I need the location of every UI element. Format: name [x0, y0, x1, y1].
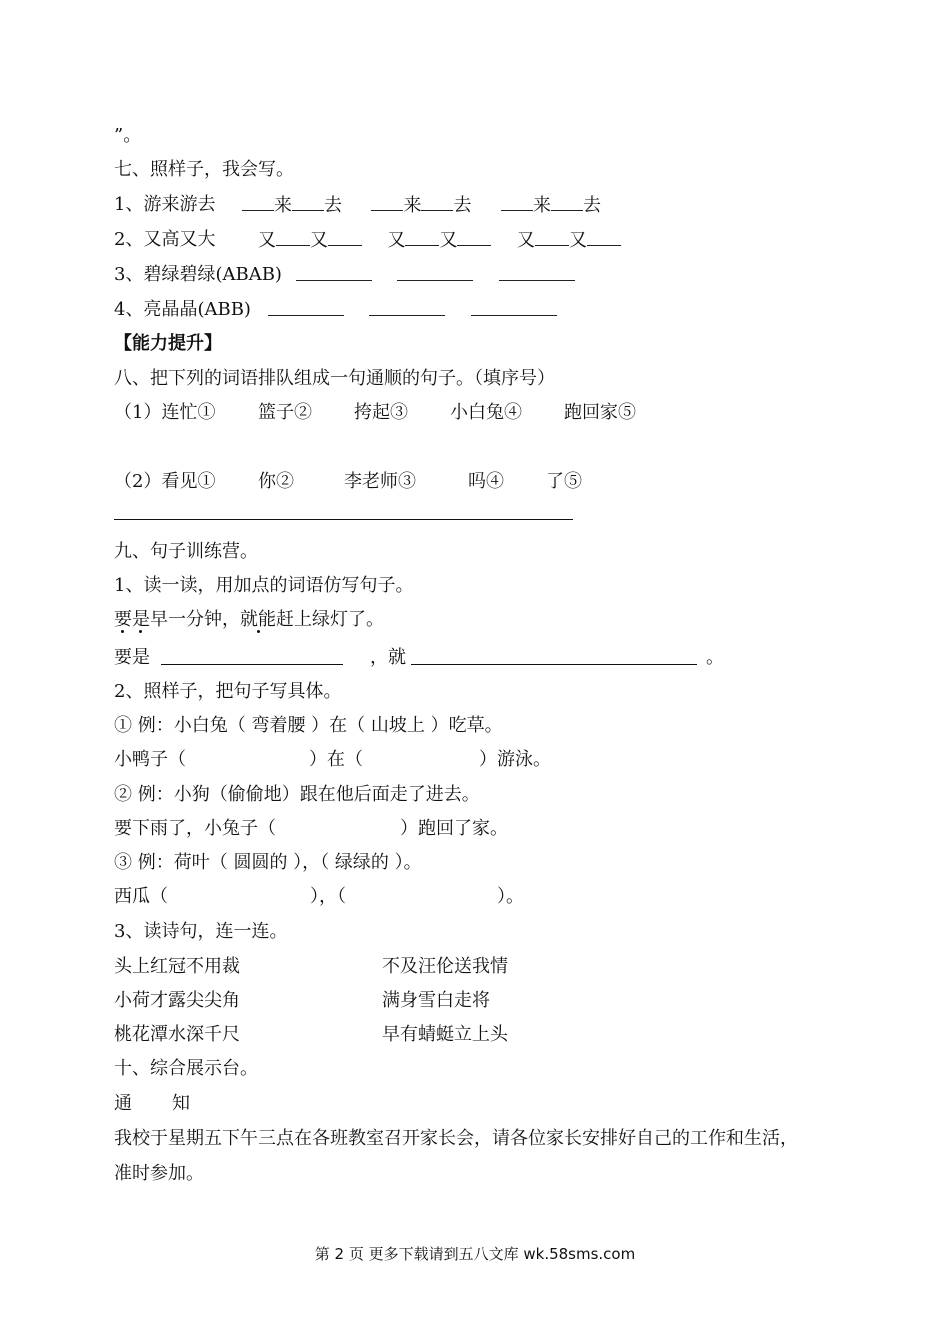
char-you: 又 [516, 230, 535, 251]
duck-b: ）在（ [309, 749, 363, 770]
s7-row-3-label: 3、碧绿碧绿(ABAB) [114, 264, 282, 285]
s9-part-1: 1、读一读，用加点的词语仿写句子。 [114, 575, 414, 596]
notice-char-1: 通 [114, 1093, 132, 1114]
page-footer: 第 2 页 更多下载请到五八文库 wk.58sms.com [314, 1245, 636, 1263]
char-lai: 来 [532, 195, 551, 216]
notice-body-1: 我校于星期五下午三点在各班教室召开家长会，请各位家长安排好自己的工作和生活， [114, 1128, 798, 1149]
blank[interactable] [457, 227, 491, 246]
melon-a: 西瓜（ [114, 886, 168, 907]
s8-q2-word-1: （2）看见① [114, 471, 216, 492]
s7-row-1-label: 1、游来游去 [114, 194, 216, 215]
s9-example-sentence: 要是早一分钟，就能赶上绿灯了。 [114, 609, 384, 630]
s8-q2-word-3: 李老师③ [344, 471, 416, 492]
s8-q2-word-2: 你② [258, 471, 294, 492]
blank[interactable] [369, 297, 445, 316]
char-you: 又 [568, 230, 587, 251]
char-you: 又 [387, 230, 406, 251]
char-qu: 去 [582, 195, 601, 216]
s8-q1-word-4: 小白兔④ [450, 402, 522, 423]
blank[interactable] [501, 192, 533, 211]
char-qu: 去 [453, 195, 472, 216]
char-you: 又 [258, 230, 276, 251]
blank[interactable] [242, 192, 274, 211]
char-you: 又 [310, 230, 328, 251]
duck-c: ）游泳。 [479, 749, 551, 770]
answer-line[interactable] [161, 664, 343, 665]
s9-example-1: ① 例：小白兔（ 弯着腰 ）在（ 山坡上 ）吃草。 [114, 715, 503, 736]
poem-left-2[interactable]: 小荷才露尖尖角 [114, 990, 240, 1011]
blank[interactable] [268, 297, 344, 316]
blank[interactable] [397, 262, 473, 281]
section-8-title: 八、把下列的词语排队组成一句通顺的句子。（填序号） [114, 368, 555, 389]
answer-line[interactable] [114, 519, 573, 520]
top-fragment: ”。 [114, 125, 142, 146]
answer-line[interactable] [411, 664, 697, 665]
blank[interactable] [328, 227, 362, 246]
notice-char-2: 知 [172, 1093, 190, 1114]
s7-row-3-blanks [296, 262, 575, 289]
rain-b: ）跑回了家。 [400, 818, 508, 839]
s7-row-2-label: 2、又高又大 [114, 229, 216, 250]
s9-part-3: 3、读诗句，连一连。 [114, 921, 288, 942]
char-lai: 来 [403, 195, 422, 216]
section-10-title: 十、综合展示台。 [114, 1058, 258, 1079]
s8-q2-word-5: 了⑤ [546, 471, 582, 492]
s9-part-2: 2、照样子，把句子写具体。 [114, 681, 342, 702]
s9-fill-c: 。 [706, 647, 724, 668]
poem-right-3[interactable]: 早有蜻蜓立上头 [382, 1024, 508, 1045]
char-qu: 去 [324, 195, 342, 216]
duck-a: 小鸭子（ [114, 749, 186, 770]
melon-b: ），（ [310, 886, 346, 907]
notice-body-2: 准时参加。 [114, 1163, 204, 1184]
blank[interactable] [371, 192, 403, 211]
s8-q1-word-1: （1）连忙① [114, 402, 216, 423]
poem-right-2[interactable]: 满身雪白走将 [382, 990, 490, 1011]
section-9-title: 九、句子训练营。 [114, 541, 258, 562]
s7-row-1-blanks [242, 192, 601, 219]
s8-q2-word-4: 吗④ [468, 471, 504, 492]
ability-heading: 【能力提升】 [114, 333, 222, 354]
blank[interactable] [296, 262, 372, 281]
poem-left-1[interactable]: 头上红冠不用裁 [114, 956, 240, 977]
s9-fill-a: 要是 [114, 647, 150, 668]
section-7-title: 七、照样子，我会写。 [114, 159, 294, 180]
rain-a: 要下雨了，小兔子（ [114, 818, 276, 839]
s7-row-1 [114, 192, 215, 218]
s8-q1-word-3: 挎起③ [354, 402, 408, 423]
s7-row-4-blanks [268, 297, 557, 324]
melon-c: ）。 [497, 886, 524, 907]
char-you: 又 [439, 230, 458, 251]
s8-q1-word-2: 篮子② [258, 402, 312, 423]
emphasis-dot [257, 630, 260, 633]
blank[interactable] [587, 227, 621, 246]
blank[interactable] [405, 227, 439, 246]
s9-fill-b: ，就 [370, 647, 406, 668]
s7-row-2-blanks [258, 227, 621, 254]
s9-example-3: ③ 例：荷叶（ 圆圆的 ），（ 绿绿的 ）。 [114, 852, 422, 873]
emphasis-dot [139, 630, 142, 633]
emphasis-dot [121, 630, 124, 633]
blank[interactable] [551, 192, 583, 211]
poem-left-3[interactable]: 桃花潭水深千尺 [114, 1024, 240, 1045]
char-lai: 来 [274, 195, 292, 216]
blank[interactable] [535, 227, 569, 246]
poem-right-1[interactable]: 不及汪伦送我情 [382, 956, 508, 977]
blank[interactable] [276, 227, 310, 246]
blank[interactable] [421, 192, 453, 211]
s7-row-4-label: 4、亮晶晶(ABB) [114, 299, 251, 320]
s9-example-2: ② 例：小狗（偷偷地）跟在他后面走了进去。 [114, 784, 480, 805]
s8-q1-word-5: 跑回家⑤ [564, 402, 636, 423]
blank[interactable] [499, 262, 575, 281]
blank[interactable] [292, 192, 324, 211]
blank[interactable] [471, 297, 557, 316]
